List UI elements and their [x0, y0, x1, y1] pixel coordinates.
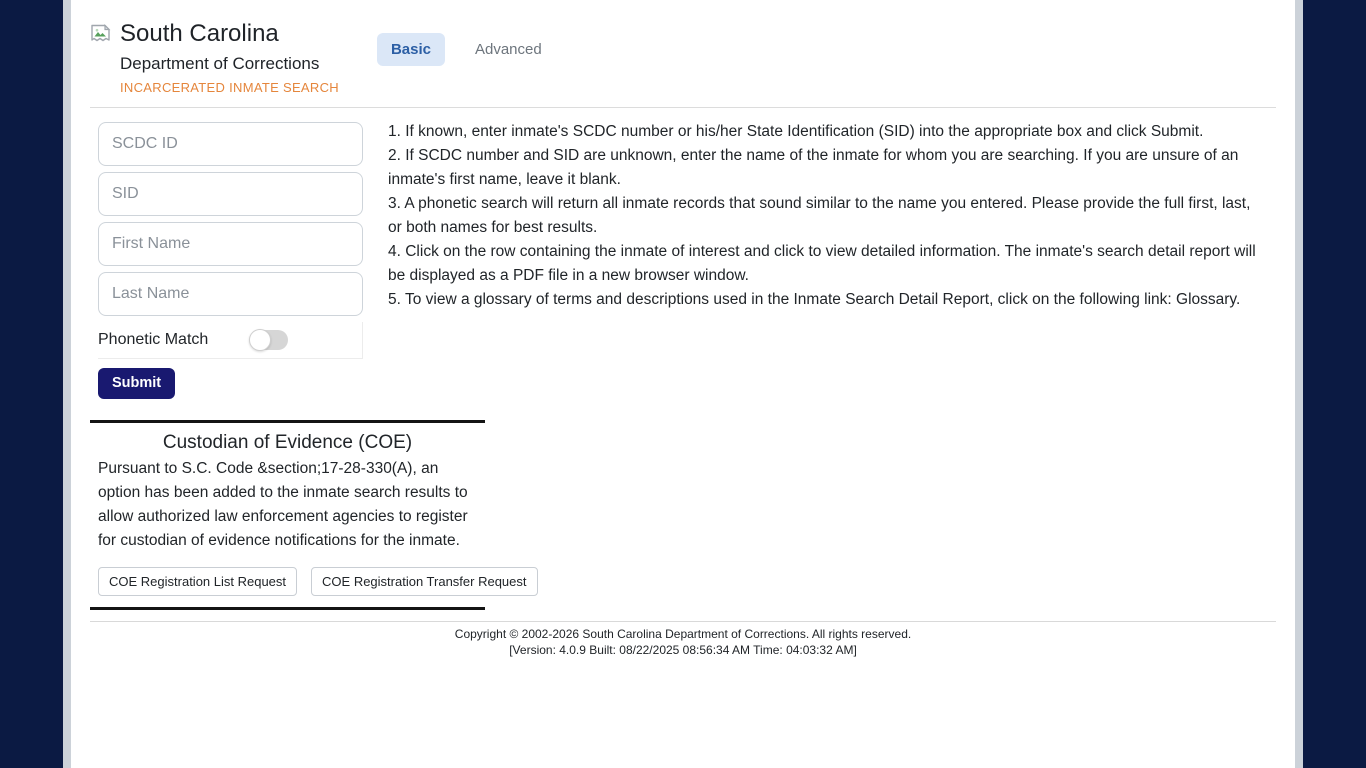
footer — [90, 621, 1276, 658]
coe-buttons — [90, 567, 527, 596]
last-name-input[interactable] — [98, 272, 363, 316]
header — [90, 0, 1276, 108]
instruction-item: 3. A phonetic search will return all inmate records that sound similar to the name you entered. Please provide the full first, last, or both names for best results. — [388, 194, 1251, 236]
submit-button[interactable]: Submit — [98, 368, 175, 399]
first-name-input[interactable] — [98, 222, 363, 266]
instruction-item: 1. If known, enter inmate's SCDC number or his/her State Identification (SID) into the appropriate box and click Submit. — [388, 122, 1204, 140]
copyright-text: Copyright © 2002-2026 South Carolina Department of Corrections. All rights reserved. — [454, 626, 912, 641]
broken-image-icon — [90, 24, 111, 53]
phonetic-match-toggle[interactable] — [250, 330, 288, 350]
version-text: [Version: 4.0.9 Built: 08/22/2025 08:56:34 AM Time: 04:03:32 AM] — [509, 642, 857, 657]
coe-bottom-rule — [90, 607, 485, 610]
tab-basic[interactable]: Basic — [377, 33, 445, 66]
coe-registration-list-request-button[interactable]: COE Registration List Request — [98, 567, 297, 596]
search-form — [90, 122, 371, 399]
coe-top-rule — [90, 420, 485, 423]
brand — [90, 20, 339, 95]
page-tagline: INCARCERATED INMATE SEARCH — [120, 79, 339, 95]
coe-section — [90, 420, 527, 610]
instructions — [388, 120, 1276, 312]
page-container — [63, 0, 1303, 768]
instruction-item: 5. To view a glossary of terms and descriptions used in the Inmate Search Detail Report, click on the following link: Glossary. — [388, 290, 1241, 308]
coe-title: Custodian of Evidence (COE) — [162, 431, 413, 453]
page-title: South Carolina — [120, 20, 279, 47]
main-content — [90, 108, 1276, 399]
scdc-id-input[interactable] — [98, 122, 363, 166]
phonetic-match-row — [98, 322, 363, 359]
phonetic-match-label: Phonetic Match — [98, 330, 209, 348]
toggle-knob — [249, 329, 271, 351]
search-mode-tabs — [377, 33, 556, 66]
coe-description: Pursuant to S.C. Code &section;17-28-330(A), an option has been added to the inmate search results to allow authorized law enforcement agencies to register for custodian of evidence notifications for the inmate. — [98, 459, 468, 549]
sid-input[interactable] — [98, 172, 363, 216]
instruction-item: 2. If SCDC number and SID are unknown, enter the name of the inmate for whom you are searching. If you are unsure of an inmate's first name, leave it blank. — [388, 146, 1239, 188]
coe-registration-transfer-request-button[interactable]: COE Registration Transfer Request — [311, 567, 537, 596]
instruction-item: 4. Click on the row containing the inmate of interest and click to view detailed information. The inmate's search detail report will be displayed as a PDF file in a new browser window. — [388, 242, 1256, 284]
brand-text — [120, 20, 339, 95]
tab-advanced[interactable]: Advanced — [474, 41, 542, 58]
page-subtitle: Department of Corrections — [120, 53, 320, 73]
